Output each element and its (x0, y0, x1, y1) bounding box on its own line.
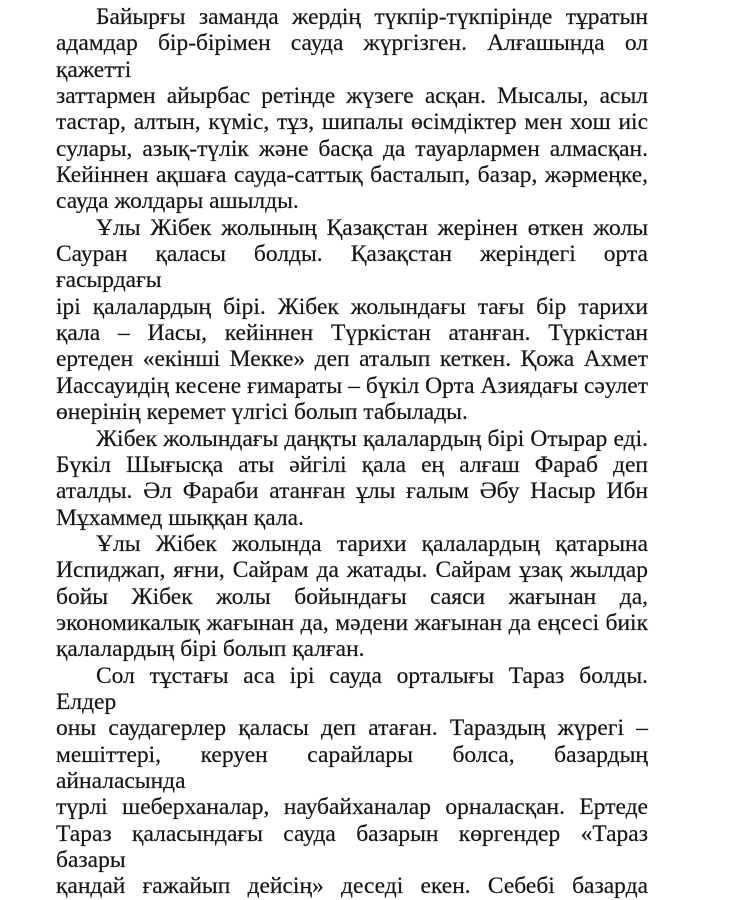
paragraph (56, 215, 648, 426)
text-line: Иассауидің кесене ғимараты – бүкіл Орта Азиядағы сәулет (56, 372, 648, 399)
text-line: өнерінің керемет үлгісі болып табылады. (56, 399, 468, 426)
text-line: ертеден «екінші Мекке» деп аталып кеткен. Қожа Ахмет (56, 346, 648, 373)
text-line: адамдар бір-бірімен сауда жүргізген. Алғашында ол қажетті (56, 30, 648, 83)
text-line: Ұлы Жібек жолында тарихи қалалардың қатарына (96, 530, 648, 557)
text-line: Мұхаммед шыққан қала. (56, 504, 304, 531)
text-line: аталды. Әл Фараби атанған ұлы ғалым Әбу Насыр Ибн (56, 478, 648, 505)
text-line: оны саудагерлер қаласы деп атаған. Тараздың жүрегі – (56, 715, 648, 742)
text-line: сауда жолдары ашылды. (56, 188, 299, 215)
text-line: мешіттері, керуен сарайлары болса, базардың айналасында (56, 741, 648, 794)
text-line: Кейіннен ақшаға сауда-саттық басталып, базар, жәрмеңке, (56, 162, 648, 189)
text-line: Сол тұстағы аса ірі сауда орталығы Тараз болды. Елдер (56, 662, 648, 715)
text-line: бойы Жібек жолы бойындағы саяси жағынан да, (56, 583, 648, 610)
text-line: Ұлы Жібек жолының Қазақстан жерінен өткен жолы (96, 214, 648, 241)
paragraph (56, 531, 648, 663)
text-line: қалалардың бірі болып қалған. (56, 636, 365, 663)
text-line: Жібек жолындағы даңқты қалалардың бірі Отырар еді. (96, 425, 648, 452)
text-line: сулары, азық-түлік және басқа да тауарлармен алмасқан. (56, 135, 648, 162)
paragraph (56, 663, 648, 900)
text-line: Байырғы заманда жердің түкпір-түкпірінде тұратын (96, 4, 648, 30)
text-line: заттармен айырбас ретінде жүзеге асқан. Мысалы, асыл (56, 83, 648, 110)
text-line: Бүкіл Шығысқа аты әйгілі қала ең алғаш Фараб деп (56, 451, 648, 478)
text-line: қандай ғажайып дейсің» деседі екен. Себебі базарда (56, 873, 648, 900)
paragraph (56, 426, 648, 531)
text-line: қала – Иасы, кейіннен Түркістан атанған. Түркістан (56, 320, 648, 347)
text-line: Испиджап, яғни, Сайрам да жатады. Сайрам ұзақ жылдар (56, 557, 648, 584)
text-line: Сауран қаласы болды. Қазақстан жеріндегі орта ғасырдағы (56, 241, 648, 294)
text-line: экономикалық жағынан да, мәдени жағынан да еңсесі биік (56, 609, 648, 636)
text-line: тастар, алтын, күміс, тұз, шипалы өсімдіктер мен хош иіс (56, 109, 648, 136)
text-line: ірі қалалардың бірі. Жібек жолындағы тағы бір тарихи (56, 293, 648, 320)
text-line: түрлі шеберханалар, наубайханалар орналасқан. Ертеде (56, 794, 648, 821)
paragraph (56, 4, 648, 215)
text-line: Тараз қаласындағы сауда базарын көргендер «Тараз базары (56, 820, 648, 873)
